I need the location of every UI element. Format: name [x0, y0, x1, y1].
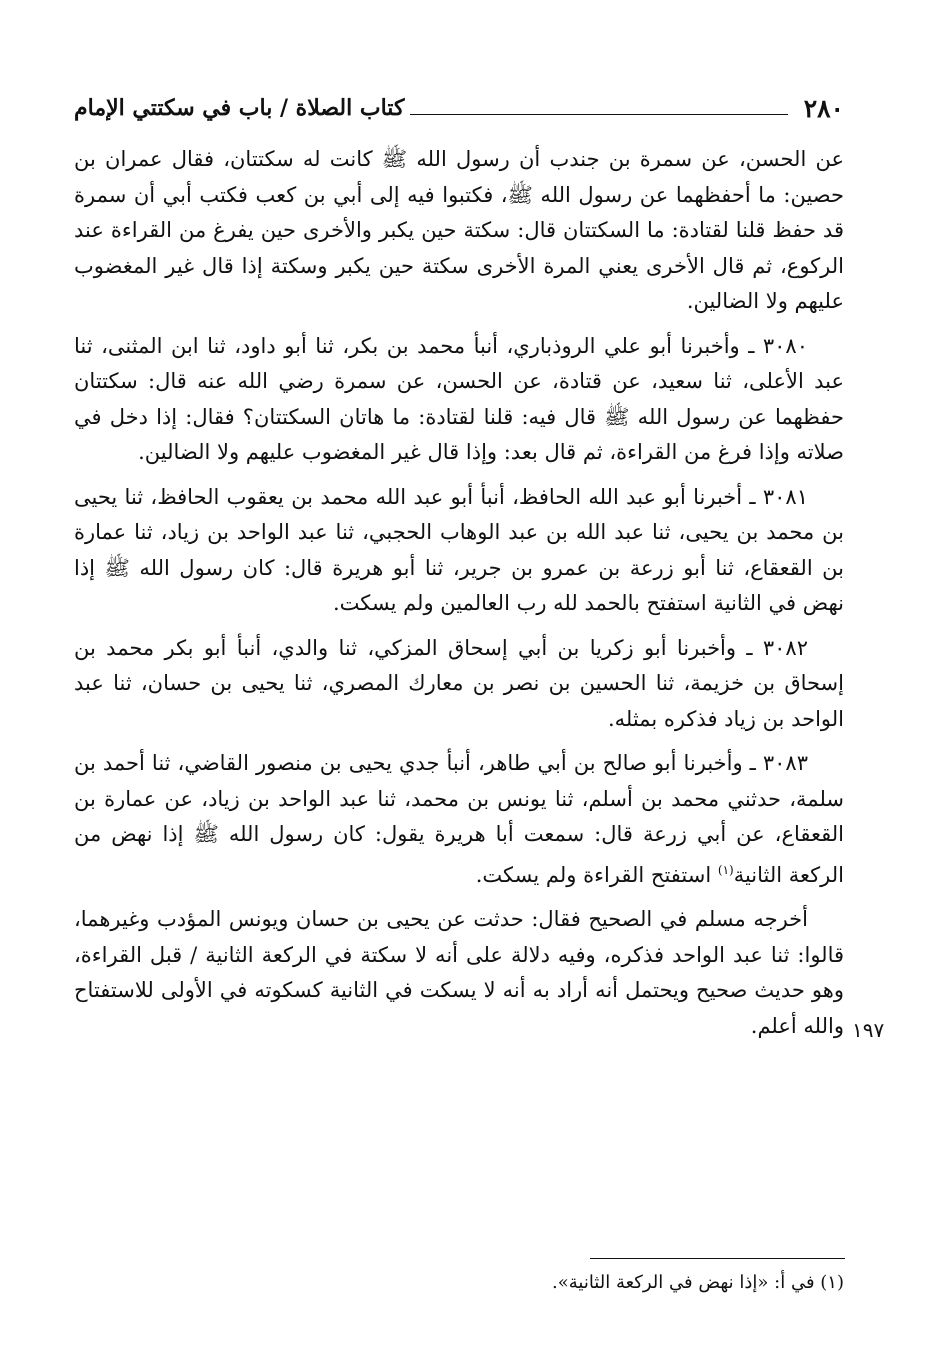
footnote-rule	[590, 1258, 845, 1259]
margin-page-reference: ١٩٧	[852, 1018, 885, 1042]
paragraph-3083	[74, 746, 844, 893]
footnote-marker: (١)	[717, 862, 734, 877]
running-title: كتاب الصلاة / باب في سكتتي الإمام	[74, 95, 405, 121]
paragraph-3083-text-end: استفتح القراءة ولم يسكت.	[475, 862, 718, 887]
header-rule	[410, 114, 787, 115]
paragraph-3082: ٣٠٨٢ ـ وأخبرنا أبو زكريا بن أبي إسحاق المزكي، ثنا والدي، أنبأ أبو بكر محمد بن إسحاق بن خزيمة، ثنا الحسين بن نصر بن معارك المصري، ثنا يحيى بن حسان، ثنا عبد الواحد بن زياد فذكره بمثله.	[74, 635, 844, 731]
paragraph-3083-text: ٣٠٨٣ ـ وأخبرنا أبو صالح بن أبي طاهر، أنبأ جدي يحيى بن منصور القاضي، ثنا أحمد بن سلمة، حدثني محمد بن أسلم، ثنا يونس بن محمد، ثنا عبد الواحد بن زياد، عن عمارة بن القعقاع، عن أبي زرعة قال: سمعت أبا هريرة يقول: كان رسول الله ﷺ إذا نهض من الركعة الثانية	[74, 751, 844, 887]
footnote: (١) في أ: «إذا نهض في الركعة الثانية».	[552, 1272, 844, 1293]
main-text	[74, 142, 844, 1053]
page-header	[74, 88, 844, 128]
paragraph-3081: ٣٠٨١ ـ أخبرنا أبو عبد الله الحافظ، أنبأ أبو عبد الله محمد بن يعقوب الحافظ، ثنا يحيى بن محمد بن يحيى، ثنا عبد الله بن عبد الوهاب الحجبي، ثنا عبد الواحد بن زياد، ثنا عمارة بن القعقاع، ثنا أبو زرعة بن عمرو بن جرير، ثنا أبو هريرة قال: كان رسول الله ﷺ إذا نهض في الثانية استفتح بالحمد لله رب العالمين ولم يسكت.	[74, 484, 844, 615]
paragraph-takhrij: أخرجه مسلم في الصحيح فقال: حدثت عن يحيى بن حسان ويونس المؤدب وغيرهما، قالوا: ثنا عبد الواحد فذكره، وفيه دلالة على أنه لا سكتة في الركعة الثانية / قبل القراءة، وهو حديث صحيح ويحتمل أنه أراد به أنه لا يسكت في الثانية كسكوته في الأولى للاستفتاح والله أعلم.	[74, 907, 844, 1038]
paragraph-continuation: عن الحسن، عن سمرة بن جندب أن رسول الله ﷺ كانت له سكتتان، فقال عمران بن حصين: ما أحفظهما عن رسول الله ﷺ، فكتبوا فيه إلى أبي بن كعب فكتب أبي أن سمرة قد حفظ قلنا لقتادة: ما السكتتان قال: سكتة حين يكبر والأخرى حين يفرغ من القراءة عند الركوع، ثم قال الأخرى يعني المرة الأخرى سكتة حين يكبر وسكتة إذا قال غير المغضوب عليهم ولا الضالين.	[74, 147, 844, 313]
page-number: ٢٨٠	[803, 93, 844, 123]
paragraph-3080: ٣٠٨٠ ـ وأخبرنا أبو علي الروذباري، أنبأ محمد بن بكر، ثنا أبو داود، ثنا ابن المثنى، ثنا عبد الأعلى، ثنا سعيد، عن قتادة، عن الحسن، عن سمرة رضي الله عنه قال: سكتتان حفظهما عن رسول الله ﷺ قال فيه: قلنا لقتادة: ما هاتان السكتتان؟ فقال: إذا دخل في صلاته وإذا فرغ من القراءة، ثم قال بعد: وإذا قال غير المغضوب عليهم ولا الضالين.	[74, 333, 844, 464]
